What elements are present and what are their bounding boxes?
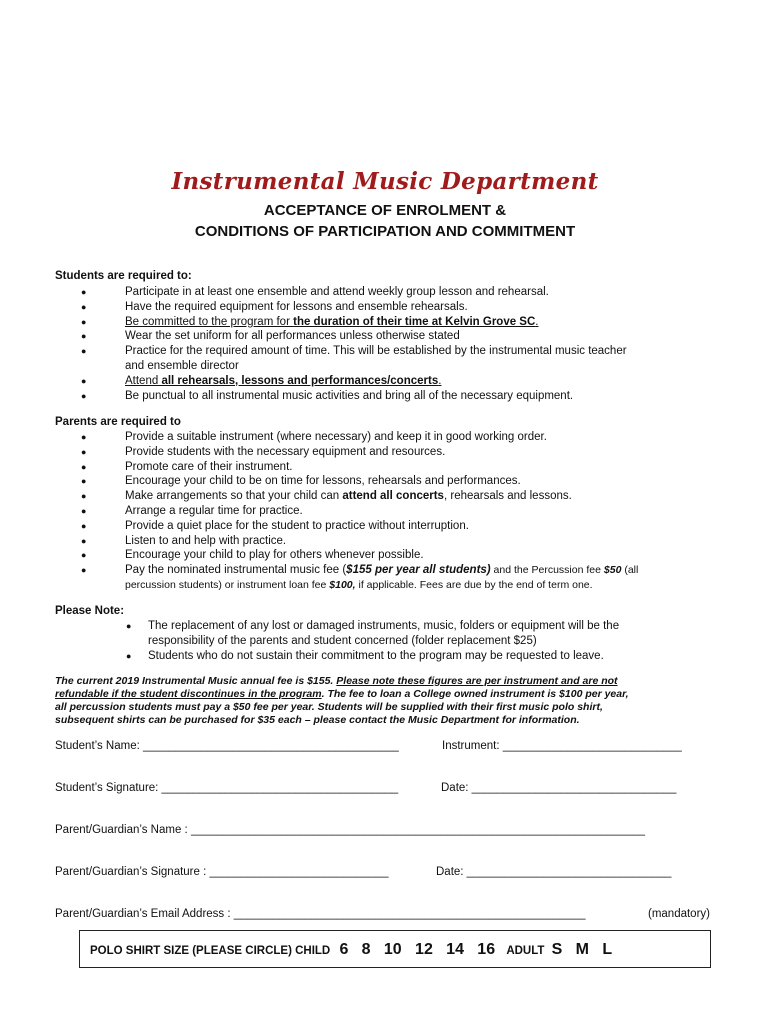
list-item: ● Encourage your child to be on time for lessons, rehearsals and performances. (81, 475, 521, 488)
list-item: ● The replacement of any lost or damaged instruments, music, folders or equipment will be the responsibility of the parents and student concerned (folder replacement $25) (126, 620, 620, 647)
student-date-field[interactable]: Date: ________________________________ (441, 782, 677, 794)
student-name-field[interactable]: Student’s Name: ________________________________________ (55, 740, 399, 752)
polo-shirt-size-box (79, 930, 711, 968)
list-item: ● Pay the nominated instrumental music fee ($155 per year all students) and the Percussion fee $50 (all percussion students) or instrument loan fee $100, if applicable. Fees are due by the end of term one. (81, 564, 639, 591)
note-section-title: Please Note: (55, 605, 125, 617)
list-item: ● Attend all rehearsals, lessons and performances/concerts. (81, 374, 442, 387)
list-item: ● Students who do not sustain their commitment to the program may be requested to leave. (126, 649, 604, 662)
fees-notice: The current 2019 Instrumental Music annual fee is $155. Please note these figures are per instrument and are not refundable if the student discontinues in the program. The fee to loan a College owned instrument is $100 per year, all percussion students must pay a $50 fee per year. Students will be supplied with their first music polo shirt, subsequent shirts can be purchased for $35 each – please contact the Music Department for information. (55, 675, 629, 726)
parent-date-field[interactable]: Date: ________________________________ (436, 866, 672, 878)
polo-shirt-size-line (90, 941, 612, 959)
department-title: Instrumental Music Department (171, 168, 599, 195)
list-item: ● Arrange a regular time for practice. (81, 504, 303, 517)
adult-sizes[interactable]: S M L (551, 941, 613, 958)
list-item: ● Make arrangements so that your child can attend all concerts, rehearsals and lessons. (81, 490, 572, 503)
instrument-field[interactable]: Instrument: ____________________________ (442, 740, 682, 752)
adult-label: ADULT (506, 945, 545, 957)
form-title-line2: CONDITIONS OF PARTICIPATION AND COMMITMENT (194, 223, 576, 240)
list-item: ● Be committed to the program for the duration of their time at Kelvin Grove SC. (81, 315, 539, 328)
parent-signature-field[interactable]: Parent/Guardian’s Signature : ____________________________ (55, 866, 389, 878)
parents-section-title: Parents are required to (55, 416, 181, 428)
mandatory-label: (mandatory) (648, 908, 710, 920)
parent-name-field[interactable]: Parent/Guardian’s Name : _______________________________________________________________________ (55, 824, 646, 836)
students-section-title: Students are required to: (55, 270, 192, 282)
list-item: ● Participate in at least one ensemble and attend weekly group lesson and rehearsal. (81, 286, 549, 298)
list-item: ● Be punctual to all instrumental music activities and bring all of the necessary equipment. (81, 389, 574, 402)
students-list (81, 285, 745, 403)
list-item: ● Listen to and help with practice. (81, 534, 287, 547)
list-item: ● Provide a quiet place for the student to practice without interruption. (81, 519, 469, 532)
list-item: ● Have the required equipment for lessons and ensemble rehearsals. (81, 300, 468, 313)
student-signature-field[interactable]: Student’s Signature: _____________________________________ (55, 782, 399, 794)
note-list (126, 619, 748, 663)
list-item: ● Promote care of their instrument. (81, 460, 293, 473)
list-item: ● Provide students with the necessary equipment and resources. (81, 445, 446, 458)
form-title-line1: ACCEPTANCE OF ENROLMENT & (263, 202, 507, 219)
list-item: ● Encourage your child to play for others whenever possible. (81, 549, 424, 562)
polo-label: POLO SHIRT SIZE (PLEASE CIRCLE) CHILD (90, 945, 331, 957)
list-item: ● Practice for the required amount of time. This will be established by the instrumental music teacher and ensemble director (81, 345, 627, 372)
list-item: ● Wear the set uniform for all performances unless otherwise stated (81, 330, 460, 343)
child-sizes[interactable]: 6 8 10 12 14 16 (339, 941, 496, 958)
parent-email-field[interactable]: Parent/Guardian’s Email Address : _______________________________________________________ (55, 908, 586, 920)
parents-list (81, 430, 745, 593)
list-item: ● Provide a suitable instrument (where necessary) and keep it in good working order. (81, 431, 547, 443)
